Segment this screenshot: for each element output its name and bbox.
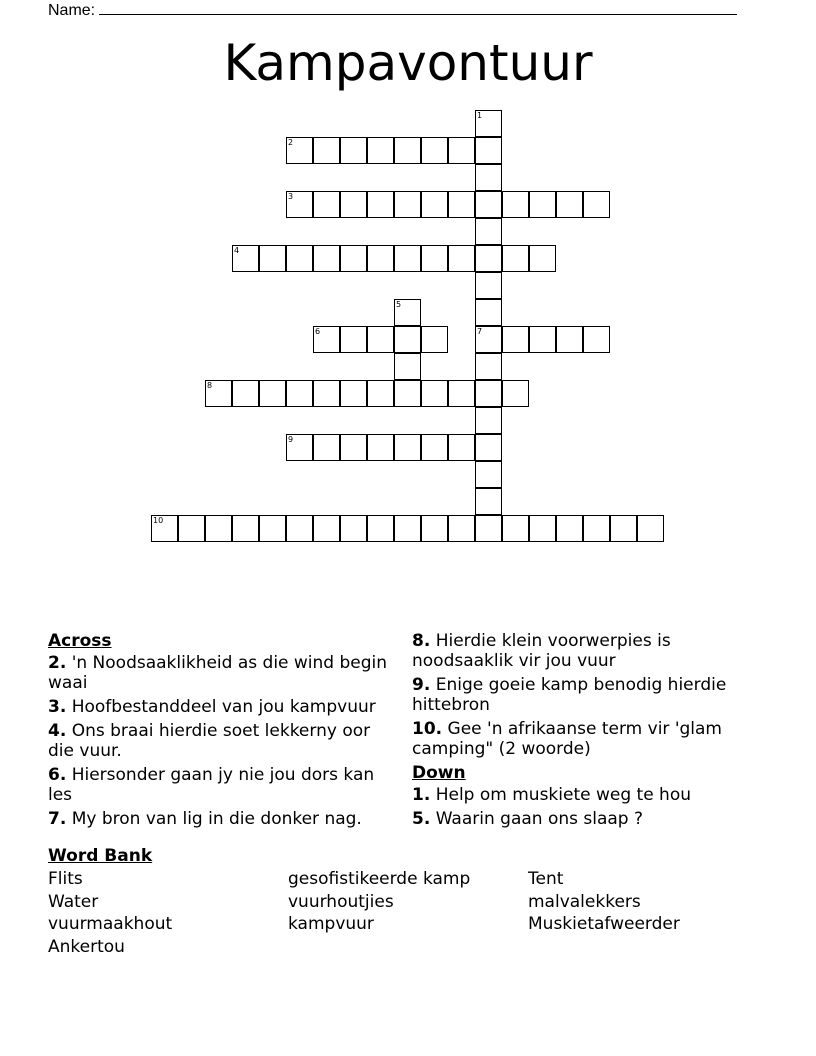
- page-title: Kampavontuur: [223, 34, 593, 92]
- grid-cell[interactable]: [286, 515, 313, 542]
- grid-cell[interactable]: [583, 326, 610, 353]
- grid-cell[interactable]: [529, 515, 556, 542]
- grid-cell[interactable]: [637, 515, 664, 542]
- grid-cell[interactable]: [394, 326, 421, 353]
- cell-number: 8: [207, 381, 213, 390]
- grid-cell[interactable]: [313, 137, 340, 164]
- grid-cell[interactable]: [394, 434, 421, 461]
- cell-number: 1: [477, 111, 483, 120]
- grid-cell[interactable]: [259, 380, 286, 407]
- clue-down-5: 5. Waarin gaan ons slaap ?: [412, 809, 644, 829]
- grid-cell[interactable]: [421, 515, 448, 542]
- grid-cell[interactable]: [367, 380, 394, 407]
- grid-cell[interactable]: [448, 191, 475, 218]
- word-bank-item: malvalekkers: [528, 892, 641, 912]
- grid-cell[interactable]: [286, 191, 313, 218]
- grid-cell[interactable]: [529, 191, 556, 218]
- grid-cell[interactable]: [421, 380, 448, 407]
- grid-cell[interactable]: [394, 380, 421, 407]
- clue-across-3: 3. Hoofbestanddeel van jou kampvuur: [48, 697, 376, 717]
- clue-across-9: 9. Enige goeie kamp benodig hierdie hittebron: [412, 675, 727, 715]
- grid-cell[interactable]: [232, 245, 259, 272]
- grid-cell[interactable]: [421, 137, 448, 164]
- grid-cell[interactable]: [286, 137, 313, 164]
- down-heading: Down: [412, 763, 466, 783]
- grid-cell[interactable]: [367, 326, 394, 353]
- grid-cell[interactable]: [475, 191, 502, 218]
- name-label: Name:: [48, 2, 96, 19]
- grid-cell[interactable]: [475, 380, 502, 407]
- word-bank-item: vuurhoutjies: [288, 892, 394, 912]
- grid-cell[interactable]: [529, 245, 556, 272]
- grid-cell[interactable]: [205, 380, 232, 407]
- grid-cell[interactable]: [475, 299, 502, 326]
- grid-cell[interactable]: [259, 245, 286, 272]
- grid-cell[interactable]: [529, 326, 556, 353]
- grid-cell[interactable]: [475, 326, 502, 353]
- grid-cell[interactable]: [394, 137, 421, 164]
- grid-cell[interactable]: [205, 515, 232, 542]
- grid-cell[interactable]: [583, 515, 610, 542]
- grid-cell[interactable]: [421, 326, 448, 353]
- grid-cell[interactable]: [502, 326, 529, 353]
- grid-cell[interactable]: [313, 380, 340, 407]
- grid-cell[interactable]: [475, 353, 502, 380]
- grid-cell[interactable]: [367, 245, 394, 272]
- grid-cell[interactable]: [232, 380, 259, 407]
- grid-cell[interactable]: [151, 515, 178, 542]
- clue-down-1: 1. Help om muskiete weg te hou: [412, 785, 692, 805]
- across-clues-col1: [48, 631, 388, 833]
- cell-number: 9: [288, 435, 294, 444]
- grid-cell[interactable]: [367, 434, 394, 461]
- clue-across-4: 4. Ons braai hierdie soet lekkerny oor die vuur.: [48, 721, 371, 761]
- grid-cell[interactable]: [475, 461, 502, 488]
- grid-cell[interactable]: [448, 137, 475, 164]
- grid-cell[interactable]: [286, 380, 313, 407]
- grid-cell[interactable]: [286, 434, 313, 461]
- clues-col2: [412, 631, 752, 833]
- grid-cell[interactable]: [502, 515, 529, 542]
- clue-across-6: 6. Hiersonder gaan jy nie jou dors kan les: [48, 765, 375, 805]
- clue-across-7: 7. My bron van lig in die donker nag.: [48, 809, 362, 829]
- word-bank-item: Muskietafweerder: [528, 914, 680, 934]
- grid-cell[interactable]: [313, 326, 340, 353]
- grid-cell[interactable]: [313, 515, 340, 542]
- grid-cell[interactable]: [232, 515, 259, 542]
- word-bank-heading: Word Bank: [48, 846, 153, 866]
- cell-number: 6: [315, 327, 321, 336]
- grid-cell[interactable]: [340, 434, 367, 461]
- word-bank-item: Water: [48, 892, 99, 912]
- grid-cell[interactable]: [502, 380, 529, 407]
- clue-across-2: 2. 'n Noodsaaklikheid as die wind begin waai: [48, 653, 388, 693]
- word-bank-item: kampvuur: [288, 914, 374, 934]
- grid-cell[interactable]: [340, 326, 367, 353]
- cell-number: 4: [234, 246, 240, 255]
- cell-number: 3: [288, 192, 294, 201]
- grid-cell[interactable]: [340, 137, 367, 164]
- grid-cell[interactable]: [340, 515, 367, 542]
- grid-cell[interactable]: [475, 245, 502, 272]
- grid-cell[interactable]: [475, 218, 502, 245]
- grid-cell[interactable]: [502, 245, 529, 272]
- grid-cell[interactable]: [421, 191, 448, 218]
- grid-cell[interactable]: [475, 272, 502, 299]
- cell-number: 10: [153, 516, 164, 525]
- word-bank-item: Tent: [528, 869, 564, 889]
- grid-cell[interactable]: [421, 434, 448, 461]
- grid-cell[interactable]: [394, 299, 421, 326]
- grid-cell[interactable]: [448, 380, 475, 407]
- grid-cell[interactable]: [502, 191, 529, 218]
- grid-cell[interactable]: [448, 515, 475, 542]
- grid-cell[interactable]: [475, 164, 502, 191]
- clue-across-10: 10. Gee 'n afrikaanse term vir 'glam camping" (2 woorde): [412, 719, 722, 759]
- grid-cell[interactable]: [367, 137, 394, 164]
- cell-number: 5: [396, 300, 402, 309]
- grid-cell[interactable]: [394, 353, 421, 380]
- grid-cell[interactable]: [475, 515, 502, 542]
- grid-cell[interactable]: [394, 191, 421, 218]
- grid-cell[interactable]: [313, 245, 340, 272]
- grid-cell[interactable]: [340, 380, 367, 407]
- grid-cell[interactable]: [556, 326, 583, 353]
- word-bank-item: Ankertou: [48, 937, 125, 957]
- grid-cell[interactable]: [394, 245, 421, 272]
- grid-cell[interactable]: [313, 191, 340, 218]
- cell-number: 7: [477, 327, 483, 336]
- word-bank-item: Flits: [48, 869, 83, 889]
- grid-cell[interactable]: [259, 515, 286, 542]
- grid-cell[interactable]: [313, 434, 340, 461]
- grid-cell[interactable]: [475, 434, 502, 461]
- grid-cell[interactable]: [475, 407, 502, 434]
- grid-cell[interactable]: [340, 245, 367, 272]
- grid-cell[interactable]: [583, 191, 610, 218]
- grid-cell[interactable]: [394, 515, 421, 542]
- word-bank-item: gesofistikeerde kamp: [288, 869, 471, 889]
- cell-number: 2: [288, 138, 294, 147]
- grid-cell[interactable]: [340, 191, 367, 218]
- grid-cell[interactable]: [475, 488, 502, 515]
- grid-cell[interactable]: [556, 191, 583, 218]
- grid-cell[interactable]: [367, 191, 394, 218]
- grid-cell[interactable]: [178, 515, 205, 542]
- grid-cell[interactable]: [475, 110, 502, 137]
- across-heading: Across: [48, 631, 112, 651]
- grid-cell[interactable]: [448, 434, 475, 461]
- grid-cell[interactable]: [556, 515, 583, 542]
- grid-cell[interactable]: [610, 515, 637, 542]
- grid-cell[interactable]: [421, 245, 448, 272]
- grid-cell[interactable]: [286, 245, 313, 272]
- grid-cell[interactable]: [448, 245, 475, 272]
- word-bank-item: vuurmaakhout: [48, 914, 173, 934]
- grid-cell[interactable]: [475, 137, 502, 164]
- clue-across-8: 8. Hierdie klein voorwerpies is noodsaaklik vir jou vuur: [412, 631, 671, 671]
- grid-cell[interactable]: [367, 515, 394, 542]
